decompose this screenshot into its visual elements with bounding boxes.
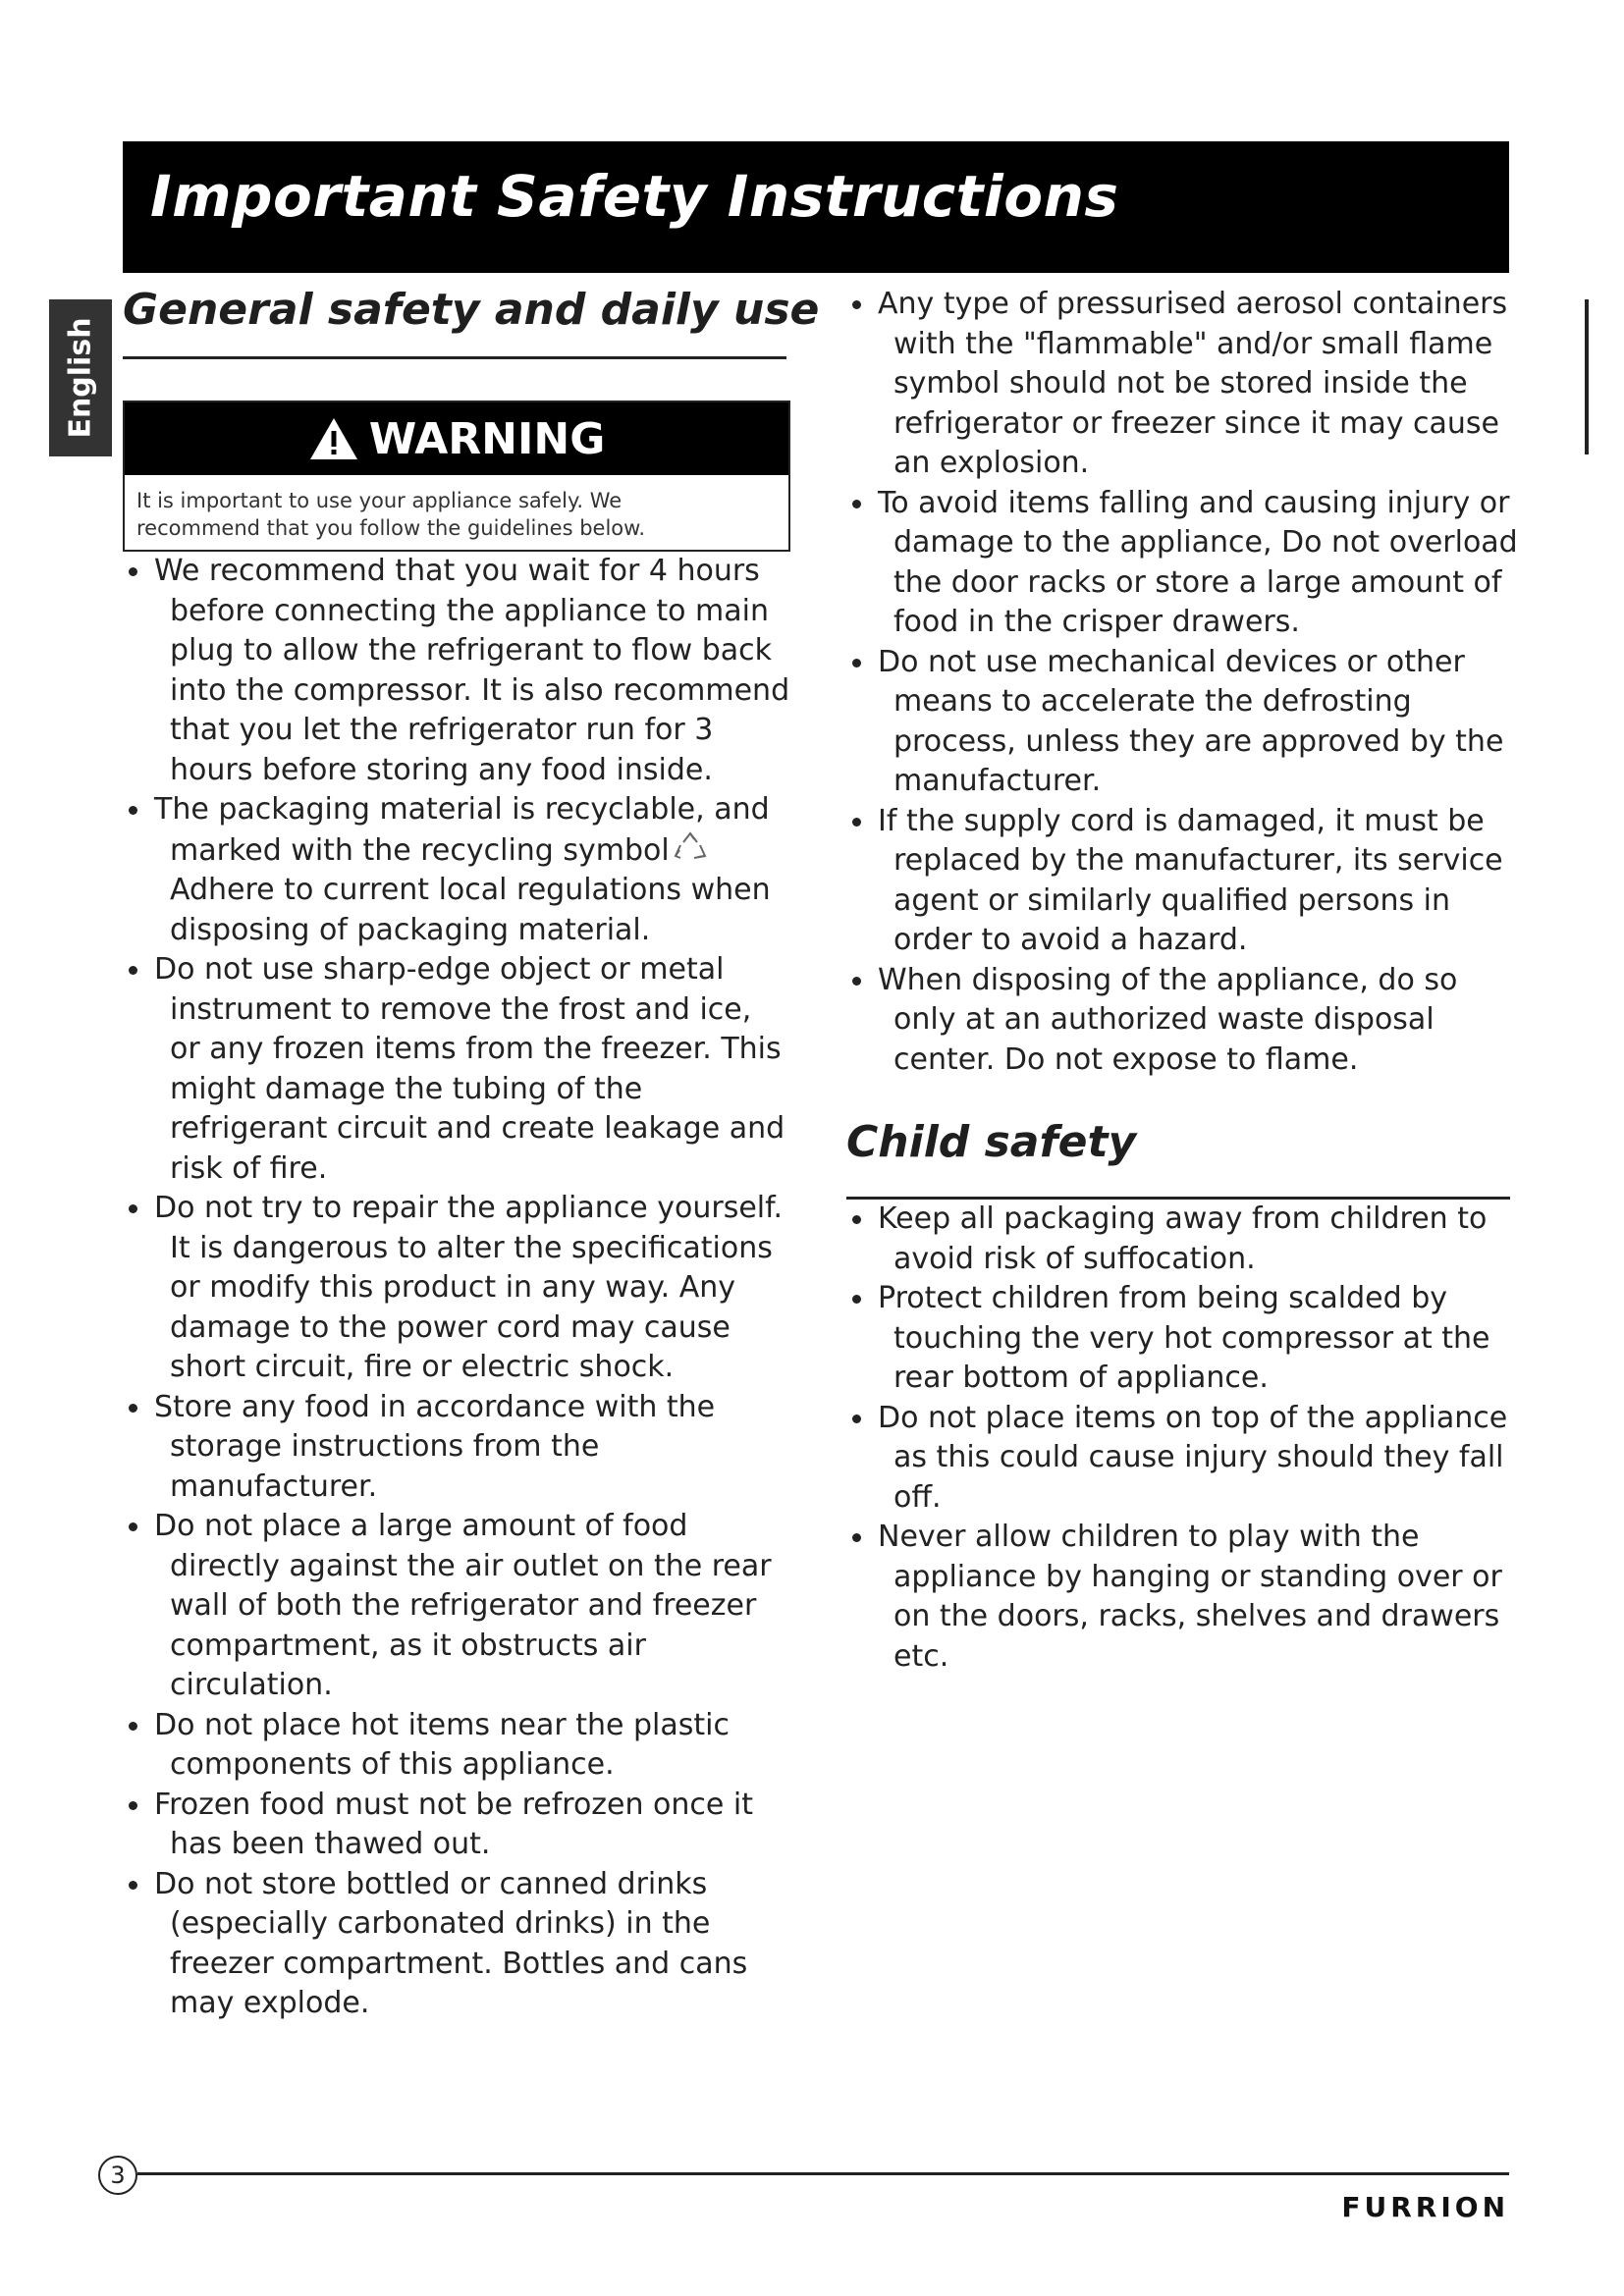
brand-logo: FURRION bbox=[1341, 2191, 1509, 2223]
bullet-icon bbox=[852, 1415, 861, 1423]
language-label: English bbox=[63, 317, 98, 439]
warning-body bbox=[125, 475, 788, 550]
list-item-text: We recommend that you wait for 4 hours before connecting the appliance to main plug to allow the refrigerant to flow back into the compressor. It is also recommend that you let the refrigerator run for 3 hours before storing any food inside. bbox=[154, 554, 790, 787]
list-item-text: Do not place a large amount of food directly against the air outlet on the rear wall of both the refrigerator and freezer compartment, as it obstructs air circulation. bbox=[154, 1509, 772, 1702]
general-safety-list-continued bbox=[846, 285, 1524, 1080]
bullet-icon bbox=[129, 1404, 137, 1413]
recycling-icon bbox=[672, 830, 709, 864]
warning-header bbox=[125, 402, 788, 475]
bullet-icon bbox=[852, 818, 861, 827]
list-item bbox=[123, 1189, 790, 1388]
bullet-icon bbox=[852, 977, 861, 986]
section-title-general: General safety and daily use bbox=[123, 285, 820, 335]
list-item bbox=[846, 1399, 1524, 1519]
bullet-icon bbox=[129, 1722, 137, 1731]
list-item-text: Store any food in accordance with the storage instructions from the manufacturer. bbox=[154, 1389, 716, 1504]
list-item bbox=[123, 1786, 790, 1865]
bullet-icon bbox=[129, 1801, 137, 1810]
list-item-text: The packaging material is recyclable, and marked with the recycling symbol bbox=[154, 792, 770, 868]
header-band bbox=[123, 141, 1509, 273]
bullet-icon bbox=[129, 567, 137, 576]
list-item-text: If the supply cord is damaged, it must be replaced by the manufacturer, its service agent or similarly qualified persons in order to avoid a hazard. bbox=[878, 803, 1503, 957]
right-column bbox=[846, 285, 1524, 1677]
list-item-text: Keep all packaging away from children to avoid risk of suffocation. bbox=[878, 1201, 1488, 1276]
list-item-text: When disposing of the appliance, do so only at an authorized waste disposal center. Do not expose to flame. bbox=[878, 962, 1458, 1077]
warning-triangle-icon bbox=[308, 416, 359, 461]
list-item bbox=[123, 790, 790, 950]
list-item-text: Do not place hot items near the plastic components of this appliance. bbox=[154, 1707, 730, 1782]
general-safety-list bbox=[123, 552, 790, 2024]
child-safety-list bbox=[846, 1200, 1524, 1677]
list-item bbox=[123, 1865, 790, 2024]
bullet-icon bbox=[852, 1533, 861, 1542]
list-item-text: Do not try to repair the appliance yourself. It is dangerous to alter the specifications or modify this product in any way. Any damage to the power cord may cause short circuit, fire or electric shock. bbox=[154, 1191, 784, 1384]
list-item-text: Any type of pressurised aerosol containers with the "flammable" and/or small flame symbol should not be stored inside the refrigerator or freezer since it may cause an explosion. bbox=[878, 287, 1508, 480]
bullet-icon bbox=[129, 1522, 137, 1531]
list-item-text: Do not use mechanical devices or other means to accelerate the defrosting process, unless they are approved by the manufacturer. bbox=[878, 644, 1504, 798]
list-item bbox=[123, 552, 790, 790]
list-item-text: Do not use sharp-edge object or metal instrument to remove the frost and ice, or any frozen items from the freezer. This might damage the tubing of the refrigerant circuit and create leakage and risk of fire. bbox=[154, 952, 785, 1186]
section-rule bbox=[123, 356, 786, 359]
list-item bbox=[846, 802, 1524, 961]
list-item bbox=[846, 961, 1524, 1081]
list-item bbox=[123, 950, 790, 1189]
bullet-icon bbox=[852, 1215, 861, 1224]
footer-rule bbox=[137, 2172, 1509, 2175]
bullet-icon bbox=[852, 500, 861, 508]
list-item-text: Do not place items on top of the appliance as this could cause injury should they fall off. bbox=[878, 1400, 1508, 1515]
bullet-icon bbox=[129, 1881, 137, 1890]
list-item-text: Never allow children to play with the appliance by hanging or standing over or on the doors, racks, shelves and drawers etc. bbox=[878, 1520, 1502, 1674]
warning-text-line: recommend that you follow the guidelines below. bbox=[136, 516, 646, 540]
list-item-text: Do not store bottled or canned drinks (especially carbonated drinks) in the freezer compartment. Bottles and cans may explode. bbox=[154, 1866, 748, 2020]
language-tab bbox=[49, 299, 112, 456]
list-item bbox=[123, 1388, 790, 1508]
left-column bbox=[123, 285, 820, 2024]
bullet-icon bbox=[852, 1295, 861, 1304]
list-item bbox=[846, 285, 1524, 484]
warning-heading: WARNING bbox=[368, 413, 606, 464]
bullet-icon bbox=[129, 1204, 137, 1213]
bullet-icon bbox=[129, 806, 137, 815]
list-item bbox=[846, 1279, 1524, 1399]
list-item bbox=[123, 1706, 790, 1786]
list-item bbox=[846, 643, 1524, 802]
bullet-icon bbox=[852, 659, 861, 667]
warning-text-line: It is important to use your appliance safely. We bbox=[136, 489, 623, 512]
list-item-text: Protect children from being scalded by touching the very hot compressor at the rear bottom of appliance. bbox=[878, 1281, 1490, 1395]
bullet-icon bbox=[129, 966, 137, 975]
list-item bbox=[846, 484, 1524, 643]
page-title: Important Safety Instructions bbox=[150, 163, 1119, 230]
list-item-text: To avoid items falling and causing injury or damage to the appliance, Do not overload the door racks or store a large amount of food in the crisper drawers. bbox=[878, 485, 1518, 639]
list-item bbox=[846, 1200, 1524, 1279]
list-item-text: Frozen food must not be refrozen once it has been thawed out. bbox=[154, 1787, 754, 1861]
bullet-icon bbox=[852, 300, 861, 309]
warning-box bbox=[123, 400, 790, 552]
list-item bbox=[846, 1518, 1524, 1677]
side-marker bbox=[1585, 299, 1589, 454]
page-number: 3 bbox=[98, 2156, 137, 2195]
list-item-text: Adhere to current local regulations when disposing of packaging material. bbox=[170, 873, 771, 947]
list-item bbox=[123, 1507, 790, 1706]
section-title-child: Child safety bbox=[846, 1117, 1137, 1167]
